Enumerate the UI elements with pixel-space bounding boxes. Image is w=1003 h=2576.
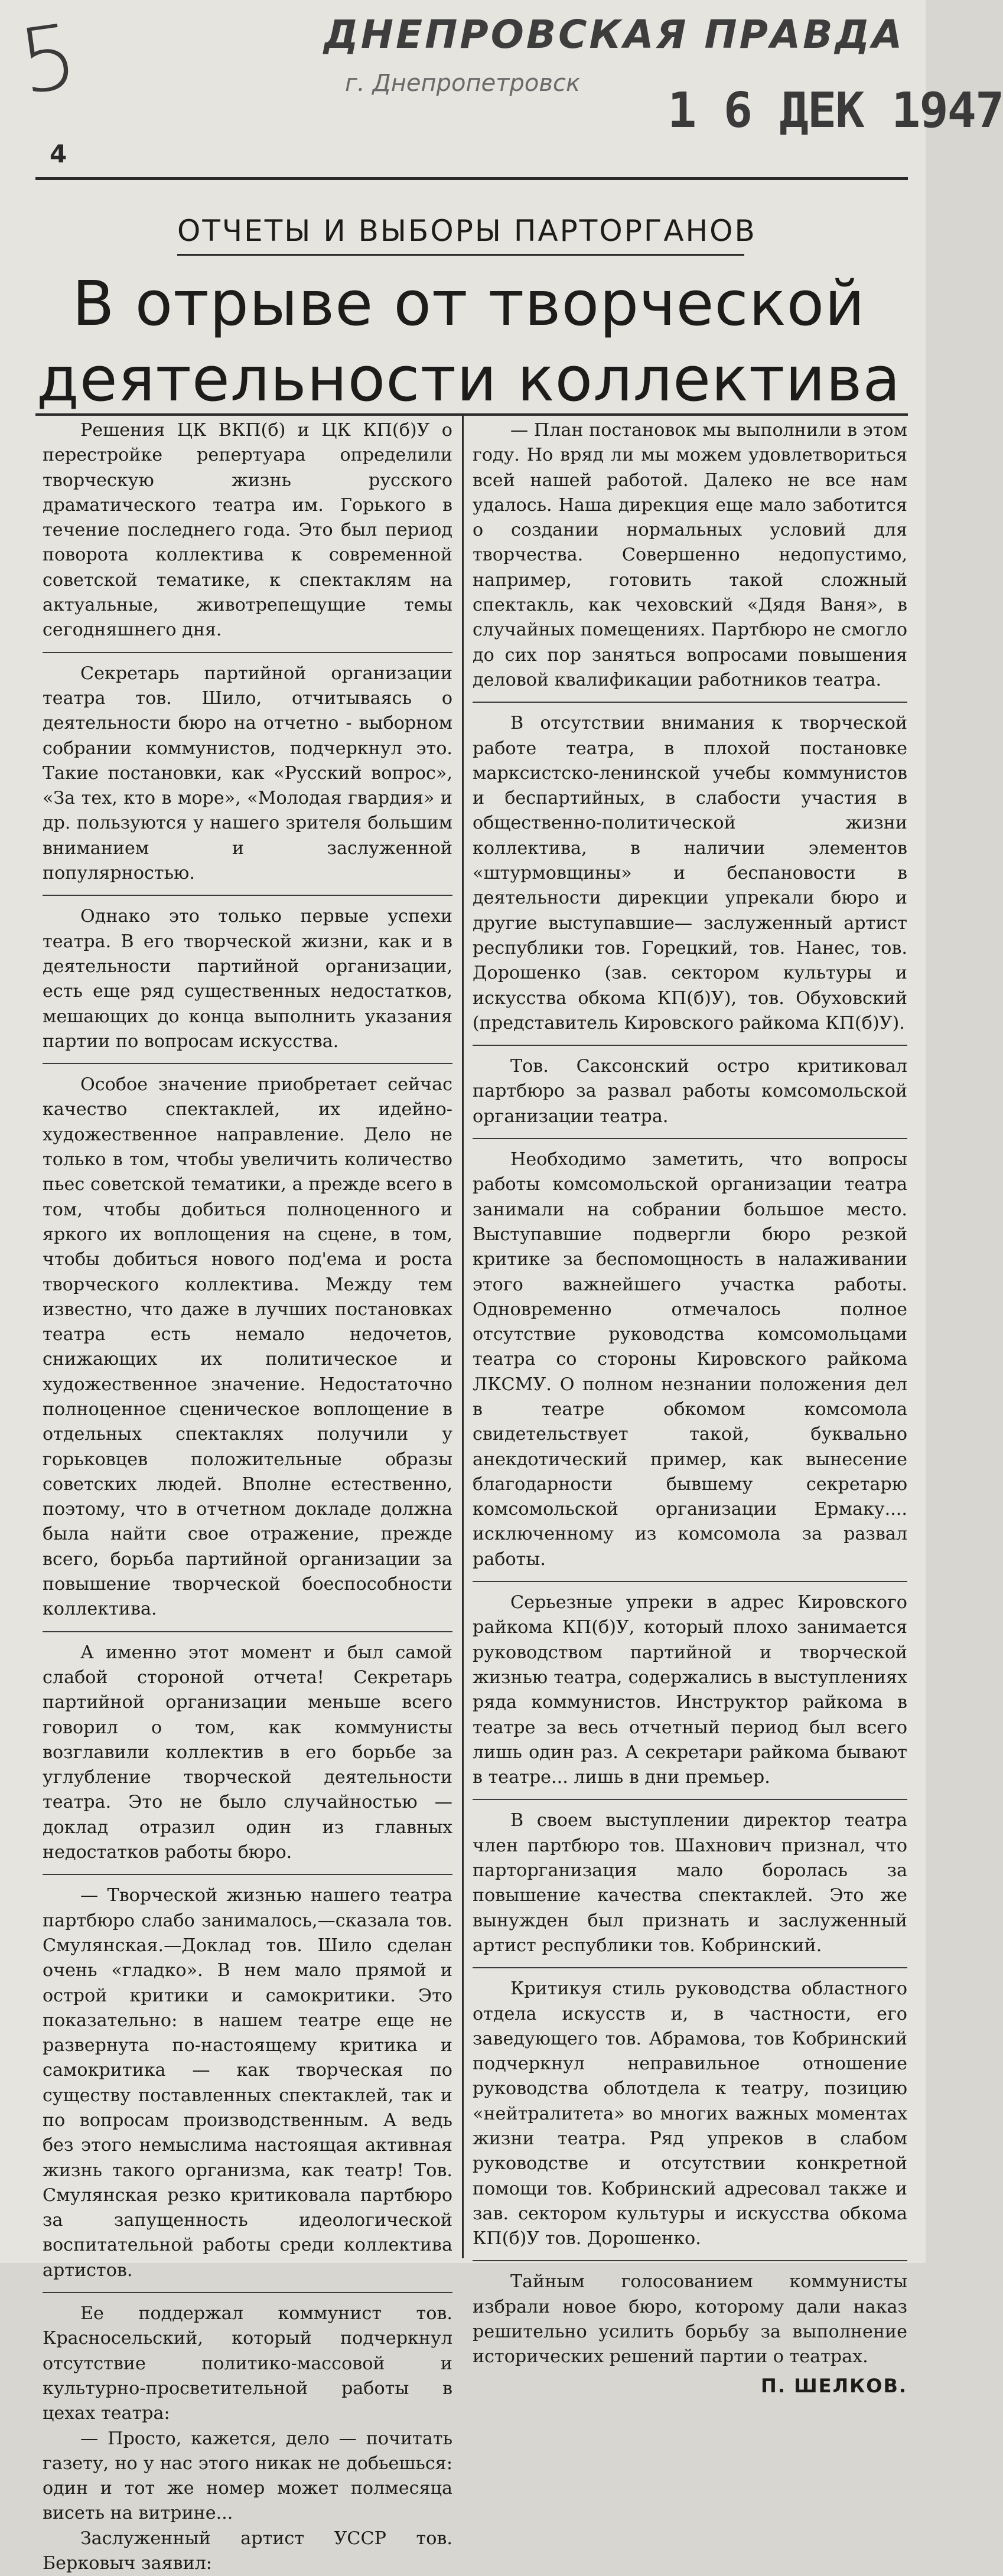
column-rule bbox=[462, 416, 464, 2258]
paragraph-separator bbox=[473, 2260, 907, 2261]
paragraph-separator bbox=[473, 1581, 907, 1582]
top-rule bbox=[35, 177, 908, 180]
headline-line-2: деятельности коллектива bbox=[36, 343, 901, 415]
paragraph: — План постановок мы выполнили в этом году. Но вряд ли мы можем удовлетвориться всей нашей работой. Далеко не все нам удалось. Наша дирекция еще мало заботится о создании нормальных условий для творчества. Совершенно недопустимо, например, готовить такой сложный спектакль, как чеховский «Дядя Ваня», в случайных помещениях. Партбюро не смогло до сих пор заняться вопросами повышения деловой квалификации работников театра. bbox=[473, 420, 907, 690]
paragraph: Необходимо заметить, что вопросы работы комсомольской организации театра занимали на собрании большое место. Выступавшие подвергли бюро резкой критике за беспомощность в налаживании этого важнейшего участка работы. Одновременно отмечалось полное отсутствие руководства комсомольцами театра со стороны Кировского райкома ЛКСМУ. О полном незнании положения дел в театре обкомом комсомола свидетельствует такой, буквально анекдотический пример, как вынесение благодарности бывшему секретарю комсомольской организации Ермаку.... исключенному из комсомола за развал работы. bbox=[473, 1149, 907, 1570]
newspaper-stamp-city: г. Днепропетровск bbox=[345, 70, 581, 97]
paragraph-separator bbox=[473, 1138, 907, 1139]
newspaper-stamp-title: ДНЕПРОВСКАЯ ПРАВДА bbox=[324, 12, 905, 57]
paragraph: В отсутствии внимания к творческой работе театра, в плохой постановке марксистско-ленинской учебы коммунистов и беспартийных, в слабости участия в общественно-политической жизни коллектива, в наличии элементов «штурмовщины» и беспановости в деятельности дирекции упрекали бюро и другие выступавшие— заслуженный артист республики тов. Горецкий, тов. Нанес, тов. Дорошенко (зав. сектором культуры и искусства обкома КП(б)У), тов. Обуховский (представитель Кировского райкома КП(б)У). bbox=[473, 713, 907, 1033]
rubric-underline bbox=[177, 254, 744, 256]
paragraph-separator bbox=[473, 1967, 907, 1968]
paragraph-separator bbox=[43, 652, 452, 653]
headline-line-1: В отрыве от творческой bbox=[72, 268, 865, 340]
paragraph: Заслуженный артист УССР тов. Берковыч заявил: bbox=[43, 2528, 452, 2574]
paragraph: Тайным голосованием коммунисты избрали новое бюро, которому дали наказ решительно усилить борьбу за выполнение исторических решений партии о театрах. bbox=[473, 2271, 907, 2368]
paragraph: — Просто, кажется, дело — почитать газету, но у нас этого никак не добьешься: один и тот же номер может полмесяца висеть на витрине... bbox=[43, 2428, 452, 2524]
paragraph-separator bbox=[473, 1799, 907, 1800]
paragraph: — Творческой жизнью нашего театра партбюро слабо занималось,—сказала тов. Смулянская.—Доклад тов. Шило сделан очень «гладко». В нем мало прямой и острой критики и самокритики. Это показательно: в нашем театре еще не развернута по-настоящему критика и самокритика — как творческая по существу поставленных спектаклей, так и по вопросам производственным. А ведь без этого немыслима настоящая активная жизнь такого организма, как театр! Тов. Смулянская резко критиковала партбюро за запущенность идеологической воспитательной работы среди коллектива артистов. bbox=[43, 1885, 452, 2281]
paragraph: Тов. Саксонский остро критиковал партбюро за развал работы комсомольской организации театра. bbox=[473, 1056, 907, 1127]
headline bbox=[35, 266, 902, 417]
handwritten-number: 5 bbox=[13, 5, 84, 115]
paragraph: Решения ЦК ВКП(б) и ЦК КП(б)У о перестройке репертуара определили творческую жизнь русского драматического театра им. Горького в течение последнего года. Это был период поворота коллектива к современной советской тематике, к спектаклям на актуальные, животрепещущие темы сегодняшнего дня. bbox=[43, 420, 452, 641]
date-stamp: 1 6 ДЕК 1947 bbox=[667, 83, 1003, 139]
right-column bbox=[473, 418, 907, 2398]
paragraph-separator bbox=[43, 895, 452, 896]
paragraph: Серьезные упреки в адрес Кировского райкома КП(б)У, который плохо занимается руководством партийной и творческой жизнью театра, содержались в выступлениях ряда коммунистов. Инструктор райкома в театре за весь отчетный период был всего лишь один раз. А секретари райкома бывают в театре... лишь в дни премьер. bbox=[473, 1592, 907, 1788]
paragraph: А именно этот момент и был самой слабой стороной отчета! Секретарь партийной организации меньше всего говорил о том, как коммунисты возглавили коллектив в его борьбе за углубление творческой деятельности театра. Это не было случайностью — доклад отразил один из главных недостатков работы бюро. bbox=[43, 1642, 452, 1863]
paragraph-separator bbox=[43, 1631, 452, 1632]
paragraph: Ее поддержал коммунист тов. Красносельский, который подчеркнул отсутствие политико-массовой и культурно-просветительной работы в цехах театра: bbox=[43, 2303, 452, 2424]
paragraph: Секретарь партийной организации театра тов. Шило, отчитываясь о деятельности бюро на отчетно - выборном собрании коммунистов, подчеркнул это. Такие постановки, как «Русский вопрос», «За тех, кто в море», «Молодая гвардия» и др. пользуются у нашего зрителя большим вниманием и заслуженной популярностью. bbox=[43, 663, 452, 884]
left-column bbox=[43, 418, 452, 2576]
page-mark: 4 bbox=[50, 139, 67, 168]
author-signature: П. ШЕЛКОВ. bbox=[761, 2374, 907, 2397]
paragraph: Особое значение приобретает сейчас качество спектаклей, их идейно-художественное направление. Дело не только в том, чтобы увеличить количество пьес советской тематики, а прежде всего в том, чтобы добиться полноценного и яркого их воплощения на сцене, в том, чтобы добиться нового под'ема и роста творческого коллектива. Между тем известно, что даже в лучших постановках театра есть немало недочетов, снижающих их политическое и художественное значение. Недостаточно полноценное сценическое воплощение в отдельных спектаклях получили у горьковцев положительные образы советских людей. Вполне естественно, поэтому, что в отчетном докладе должна была найти свое отражение, прежде всего, борьба партийной организации за повышение творческой боеспособности коллектива. bbox=[43, 1074, 452, 1620]
paragraph-separator bbox=[43, 1874, 452, 1875]
paragraph: Критикуя стиль руководства областного отдела искусств и, в частности, его заведующего тов. Абрамова, тов Кобринский подчеркнул неправильное отношение руководства облотдела к театру, позицию «нейтралитета» во многих важных моментах жизни театра. Ряд упреков в слабом руководстве и отсутствии конкретной помощи тов. Кобринский адресовал также и зав. сектором культуры и искусства обкома КП(б)У тов. Дорошенко. bbox=[473, 1978, 907, 2249]
rubric: ОТЧЕТЫ И ВЫБОРЫ ПАРТОРГАНОВ bbox=[177, 214, 757, 248]
paragraph-separator bbox=[43, 1063, 452, 1064]
paragraph: Однако это только первые успехи театра. В его творческой жизни, как и в деятельности партийной организации, есть еще ряд существенных недостатков, мешающих до конца выполнить указания партии по вопросам искусства. bbox=[43, 906, 452, 1052]
paragraph: В своем выступлении директор театра член партбюро тов. Шахнович признал, что парторганизация мало боролась за повышение качества спектаклей. Это же вынужден был признать и заслуженный артист республики тов. Кобринский. bbox=[473, 1810, 907, 1956]
paragraph-separator bbox=[473, 1045, 907, 1046]
headline-rule bbox=[35, 413, 908, 416]
paragraph-separator bbox=[43, 2292, 452, 2293]
paragraph-separator bbox=[473, 702, 907, 703]
